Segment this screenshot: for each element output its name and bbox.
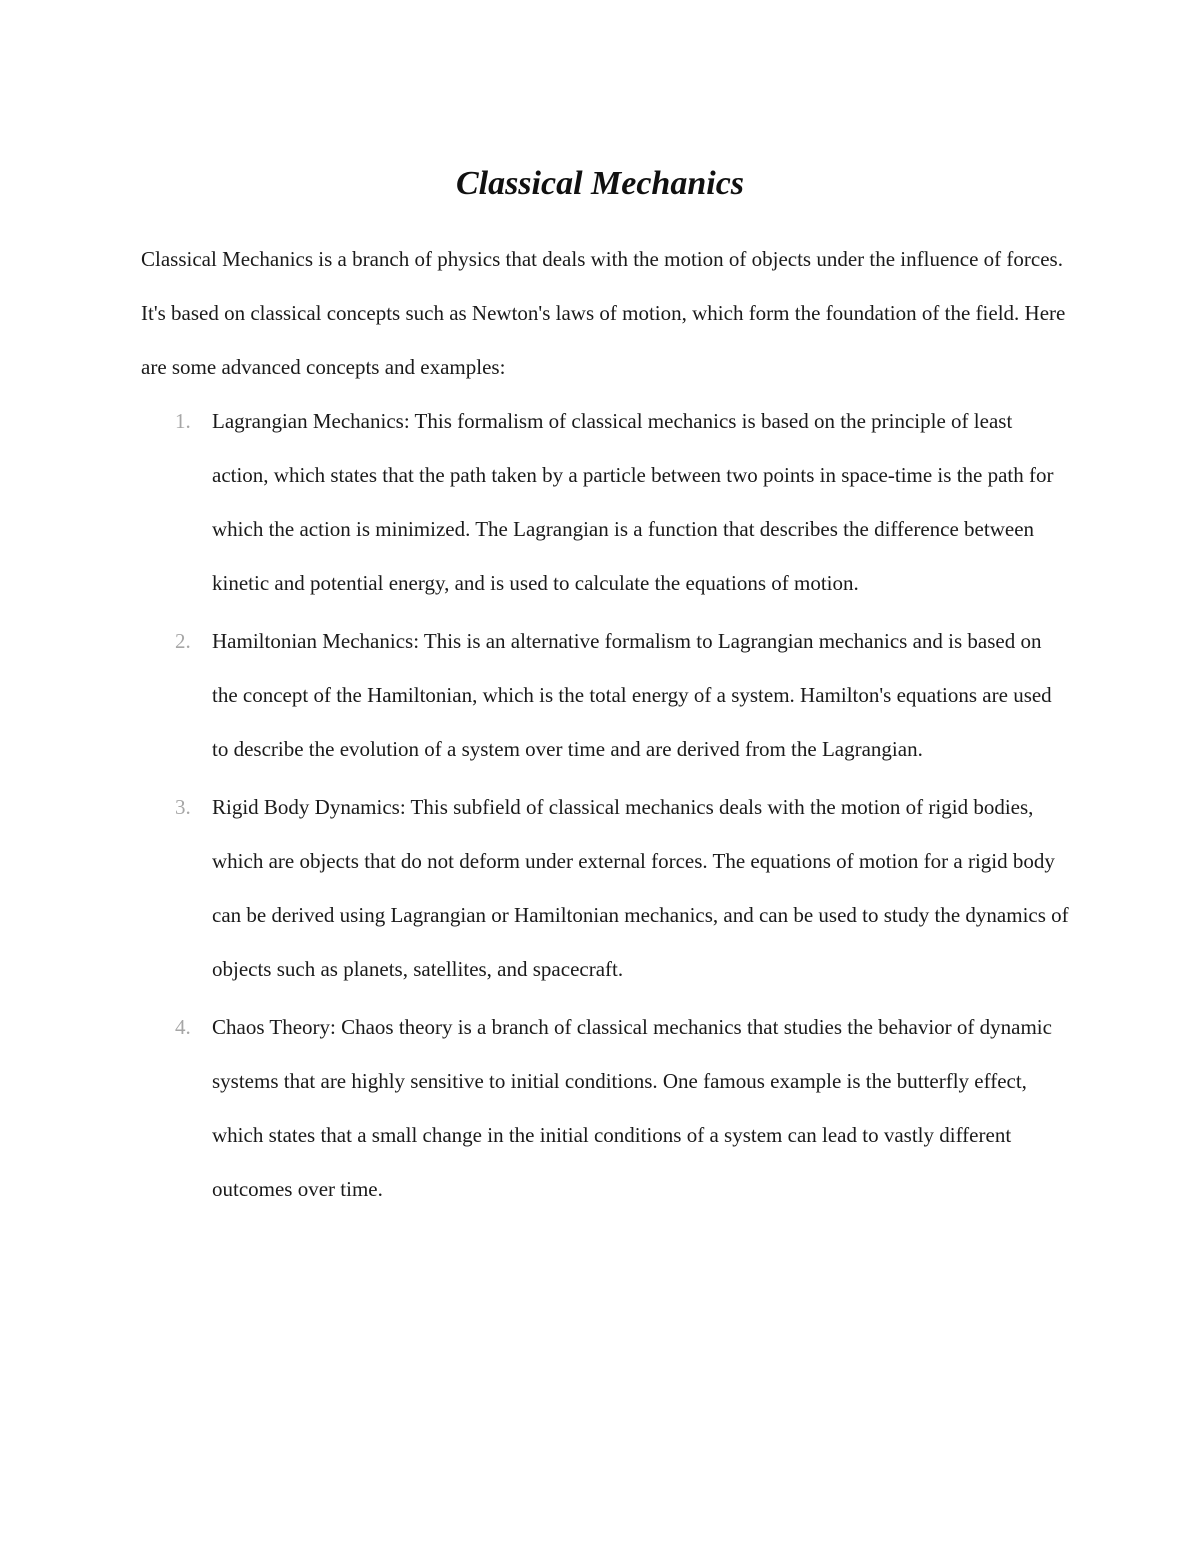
list-item-rigid-body [141, 780, 1071, 996]
list-item-lagrangian [141, 394, 1071, 610]
list-item-text: Lagrangian Mechanics: This formalism of classical mechanics is based on the principle of least action, which states that the path taken by a particle between two points in space-time is the path for which the action is minimized. The Lagrangian is a function that describes the difference between kinetic and potential energy, and is used to calculate the equations of motion. [212, 409, 1054, 595]
list-item-chaos-theory [141, 1000, 1071, 1216]
list-number: 4. [175, 1015, 191, 1039]
list-number: 1. [175, 409, 191, 433]
list-number: 3. [175, 795, 191, 819]
list-item-text: Rigid Body Dynamics: This subfield of classical mechanics deals with the motion of rigid bodies, which are objects that do not deform under external forces. The equations of motion for a rigid body can be derived using Lagrangian or Hamiltonian mechanics, and can be used to study the dynamics of objects such as planets, satellites, and spacecraft. [212, 795, 1069, 981]
list-item-text: Hamiltonian Mechanics: This is an alternative formalism to Lagrangian mechanics and is based on the concept of the Hamiltonian, which is the total energy of a system. Hamilton's equations are used to describe the evolution of a system over time and are derived from the Lagrangian. [212, 629, 1052, 761]
list-item-text: Chaos Theory: Chaos theory is a branch of classical mechanics that studies the behavior of dynamic systems that are highly sensitive to initial conditions. One famous example is the butterfly effect, which states that a small change in the initial conditions of a system can lead to vastly different outcomes over time. [212, 1015, 1052, 1201]
list-item-hamiltonian [141, 614, 1071, 776]
list-number: 2. [175, 629, 191, 653]
concepts-list [141, 394, 1071, 1220]
document-title: Classical Mechanics [455, 164, 745, 202]
intro-paragraph: Classical Mechanics is a branch of physics that deals with the motion of objects under the influence of forces. It's based on classical concepts such as Newton's laws of motion, which form the foundation of the field. Here are some advanced concepts and examples: [141, 247, 1066, 379]
